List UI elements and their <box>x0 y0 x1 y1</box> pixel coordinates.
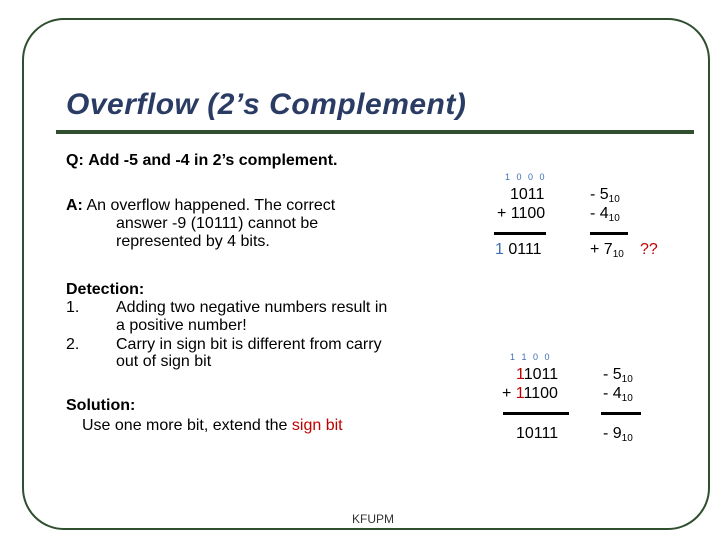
example2-decimal-2 <box>603 385 633 404</box>
example2-operand-2-plus: + <box>502 385 516 402</box>
example1-decimal-result <box>590 241 624 260</box>
example1-decimal-1 <box>590 186 620 205</box>
example1-decimal-result-base: 10 <box>612 249 624 260</box>
example1-decimal-rule <box>590 232 628 235</box>
example1-result <box>495 241 542 259</box>
example1-operand-2: + 1100 <box>497 205 546 222</box>
example2-decimal-1-value: - 5 <box>603 366 622 383</box>
answer-text-1: An overflow happened. The correct <box>86 197 336 214</box>
example2-operand-2 <box>502 385 558 403</box>
example1-decimal-1-value: - 5 <box>590 186 609 203</box>
detection-item-1-line-2: a positive number! <box>116 317 247 334</box>
example1-decimal-1-base: 10 <box>608 194 620 205</box>
example2-decimal-rule <box>601 412 641 415</box>
example2-carries: 1 1 0 0 <box>510 352 552 362</box>
solution-text <box>82 416 343 436</box>
example1-result-bits: 0111 <box>503 241 542 258</box>
answer-line-3: represented by 4 bits. <box>116 233 270 250</box>
detection-item-1-number: 1. <box>66 299 80 316</box>
example1-sum-rule <box>494 232 546 235</box>
solution-body: Use one more bit, extend the <box>82 417 292 434</box>
footer-label: KFUPM <box>352 512 394 526</box>
slide-title: Overflow (2’s Complement) <box>66 88 467 121</box>
example2-decimal-2-base: 10 <box>621 393 633 404</box>
detection-item-1-line-1: Adding two negative numbers result in <box>116 299 388 316</box>
example2-decimal-result-base: 10 <box>621 433 633 444</box>
example2-decimal-result-value: - 9 <box>603 425 622 442</box>
detection-item-2-line-2: out of sign bit <box>116 353 212 370</box>
example1-decimal-2-base: 10 <box>608 213 620 224</box>
example2-decimal-1-base: 10 <box>621 374 633 385</box>
example2-result: 10111 <box>516 425 559 442</box>
example1-result-carry: 1 <box>495 241 504 258</box>
example2-decimal-2-value: - 4 <box>603 385 622 402</box>
title-underline <box>56 130 694 134</box>
example2-decimal-1 <box>603 366 633 385</box>
example2-operand-2-sign-extension: 1 <box>515 385 524 402</box>
detection-item-2-number: 2. <box>66 336 80 353</box>
example1-overflow-flag: ?? <box>640 241 658 258</box>
example1-decimal-result-value: + 7 <box>590 241 613 258</box>
solution-highlight: sign bit <box>291 417 343 434</box>
example2-operand-1 <box>516 366 558 384</box>
example2-decimal-result <box>603 425 633 444</box>
example1-carries: 1 0 0 0 <box>505 172 547 182</box>
example2-sum-rule <box>503 412 569 415</box>
example1-decimal-2-value: - 4 <box>590 205 609 222</box>
question-label: Q: <box>66 152 84 169</box>
answer-label: A: <box>66 197 83 214</box>
question <box>66 151 337 171</box>
example1-decimal-2 <box>590 205 620 224</box>
example2-operand-1-sign-extension: 1 <box>516 366 524 383</box>
example2-operand-1-bits: 1011 <box>523 366 559 383</box>
answer-line-2: answer -9 (10111) cannot be <box>116 215 319 232</box>
detection-heading: Detection: <box>66 281 145 298</box>
example1-operand-1: 1011 <box>510 186 545 203</box>
solution-heading: Solution: <box>66 397 136 414</box>
answer-line-1 <box>66 196 335 216</box>
question-text: Add -5 and -4 in 2’s complement. <box>88 152 338 169</box>
example2-operand-2-bits: 1100 <box>523 385 558 402</box>
detection-item-2-line-1: Carry in sign bit is different from carry <box>116 336 382 353</box>
